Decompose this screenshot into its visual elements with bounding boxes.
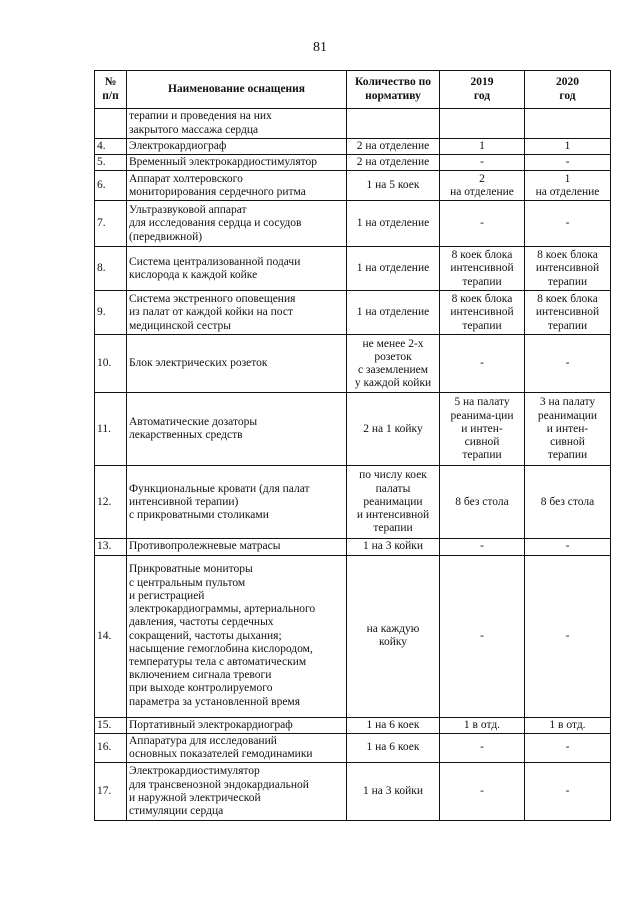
quantity-2019 [440,109,525,139]
table-row [95,247,611,291]
norm-quantity: 1 на отделение [347,247,440,291]
row-number: 13. [95,539,127,555]
row-number: 9. [95,291,127,335]
quantity-2020: 8 коек блока интенсивной терапии [525,291,611,335]
quantity-2020: - [525,155,611,171]
row-number: 14. [95,555,127,717]
row-number: 11. [95,393,127,466]
table-row [95,201,611,247]
table-row [95,291,611,335]
norm-quantity: не менее 2-х розеток с заземлением у каждой койки [347,335,440,393]
quantity-2020: - [525,763,611,821]
equipment-name: Портативный электрокардиограф [127,717,347,733]
table-row [95,539,611,555]
quantity-2019: 8 без стола [440,466,525,539]
table-row [95,171,611,201]
norm-quantity: на каждую койку [347,555,440,717]
row-number: 17. [95,763,127,821]
equipment-name: Система централизованной подачи кислорода к каждой койке [127,247,347,291]
norm-quantity: 1 на 5 коек [347,171,440,201]
table-body [95,109,611,821]
row-number: 15. [95,717,127,733]
norm-quantity: по числу коек палаты реанимации и интенсивной терапии [347,466,440,539]
row-number: 7. [95,201,127,247]
equipment-name: Автоматические дозаторы лекарственных средств [127,393,347,466]
row-number [95,109,127,139]
row-number: 16. [95,733,127,762]
quantity-2020: 1 в отд. [525,717,611,733]
norm-quantity: 2 на отделение [347,139,440,155]
table-row [95,555,611,717]
quantity-2019: 8 коек блока интенсивной терапии [440,247,525,291]
equipment-name: Электрокардиостимулятор для трансвенозной эндокардиальной и наружной электрической стимуляции сердца [127,763,347,821]
table-row [95,139,611,155]
header-2020: 2020 год [525,71,611,109]
equipment-name: Функциональные кровати (для палат интенсивной терапии) с прикроватными столиками [127,466,347,539]
row-number: 6. [95,171,127,201]
header-norm: Количество по нормативу [347,71,440,109]
quantity-2020: 8 коек блока интенсивной терапии [525,247,611,291]
quantity-2020: 1 [525,139,611,155]
header-2019: 2019 год [440,71,525,109]
equipment-name: Блок электрических розеток [127,335,347,393]
equipment-name: Аппаратура для исследований основных показателей гемодинамики [127,733,347,762]
quantity-2020: - [525,733,611,762]
row-number: 8. [95,247,127,291]
table-row [95,466,611,539]
quantity-2020: - [525,201,611,247]
quantity-2020 [525,109,611,139]
header-num: № п/п [95,71,127,109]
norm-quantity: 1 на 3 койки [347,539,440,555]
equipment-name: Временный электрокардиостимулятор [127,155,347,171]
norm-quantity: 2 на 1 койку [347,393,440,466]
table-row [95,393,611,466]
equipment-name: Аппарат холтеровского мониторирования сердечного ритма [127,171,347,201]
norm-quantity: 1 на 3 койки [347,763,440,821]
equipment-name: Система экстренного оповещения из палат от каждой койки на пост медицинской сестры [127,291,347,335]
quantity-2019: - [440,155,525,171]
table-row [95,155,611,171]
quantity-2019: - [440,539,525,555]
equipment-name: Прикроватные мониторы с центральным пультом и регистрацией электрокардиограммы, артериального давления, частоты сердечных сокращений, частоты дыхания; насыщение гемоглобина кислородом, температуры тела с автоматическим включением сигнала тревоги при выходе контролируемого параметра за установленной время [127,555,347,717]
equipment-name: терапии и проведения на них закрытого массажа сердца [127,109,347,139]
header-name: Наименование оснащения [127,71,347,109]
quantity-2019: 5 на палату реанима-ции и интен- сивной терапии [440,393,525,466]
table-row [95,335,611,393]
quantity-2019: 8 коек блока интенсивной терапии [440,291,525,335]
quantity-2020: 1 на отделение [525,171,611,201]
norm-quantity: 1 на 6 коек [347,733,440,762]
quantity-2019: - [440,555,525,717]
quantity-2019: - [440,763,525,821]
quantity-2019: 1 в отд. [440,717,525,733]
quantity-2020: 3 на палату реанимации и интен- сивной терапии [525,393,611,466]
norm-quantity [347,109,440,139]
row-number: 5. [95,155,127,171]
quantity-2019: 1 [440,139,525,155]
quantity-2019: - [440,201,525,247]
table-row [95,763,611,821]
norm-quantity: 1 на отделение [347,201,440,247]
row-number: 10. [95,335,127,393]
equipment-table [94,70,611,821]
quantity-2019: 2 на отделение [440,171,525,201]
quantity-2019: - [440,335,525,393]
page-number: 81 [313,40,327,55]
table-row [95,109,611,139]
row-number: 4. [95,139,127,155]
quantity-2019: - [440,733,525,762]
equipment-name: Электрокардиограф [127,139,347,155]
table-header-row [95,71,611,109]
norm-quantity: 1 на 6 коек [347,717,440,733]
quantity-2020: 8 без стола [525,466,611,539]
quantity-2020: - [525,335,611,393]
norm-quantity: 1 на отделение [347,291,440,335]
equipment-name: Ультразвуковой аппарат для исследования сердца и сосудов (передвижной) [127,201,347,247]
equipment-name: Противопролежневые матрасы [127,539,347,555]
table-row [95,717,611,733]
quantity-2020: - [525,539,611,555]
norm-quantity: 2 на отделение [347,155,440,171]
table-row [95,733,611,762]
row-number: 12. [95,466,127,539]
quantity-2020: - [525,555,611,717]
